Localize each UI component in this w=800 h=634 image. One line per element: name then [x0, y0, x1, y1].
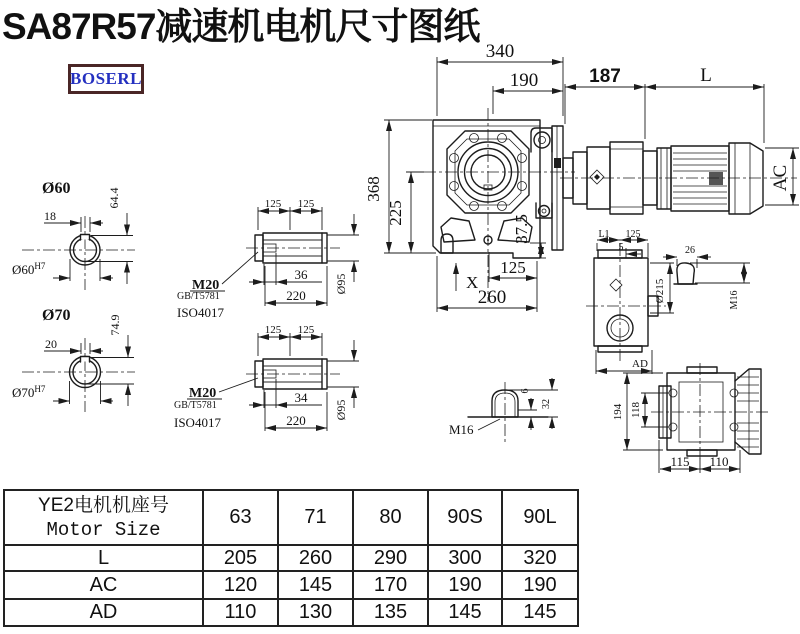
sleeve-detail-2: [174, 324, 359, 431]
dim-340: 340: [485, 41, 515, 62]
dim-74-9: 74.9: [108, 314, 122, 336]
shaft70-bore-label: $Ø70^{H7}$: [12, 384, 46, 400]
table-col-63: 63: [203, 490, 278, 545]
shaft60-bore-label: $Ø60^{H7}$: [12, 261, 46, 277]
table-col-90S: 90S: [428, 490, 502, 545]
plug-thread: M16: [449, 422, 474, 437]
side-dim-125: 125: [625, 229, 641, 240]
dim-20: 20: [45, 337, 57, 351]
dim-187: 187: [589, 66, 621, 87]
shaft-section-60: [12, 180, 135, 290]
flange-dim-118: 118: [630, 401, 642, 419]
row-label-AD: AD: [4, 599, 203, 626]
sleeve1-thread: M20: [192, 278, 220, 293]
flange-dim-194: 194: [612, 403, 624, 421]
sleeve2-dim-95: Ø95: [334, 399, 348, 421]
motor-side-view: [560, 142, 797, 214]
sleeve2-dim-34: 34: [294, 390, 308, 405]
plug-detail: [449, 378, 558, 444]
cell-AD-90S: 145: [428, 599, 502, 626]
dim-260: 260: [477, 287, 507, 308]
front-top-dimensions: [437, 41, 799, 205]
dim-18: 18: [44, 209, 56, 223]
sleeve2-dim-220: 220: [286, 413, 306, 428]
dim-225: 225: [386, 200, 405, 226]
cell-AC-71: 145: [278, 571, 353, 599]
sleeve1-dim-95: Ø95: [334, 273, 348, 295]
sleeve1-dim-125b: 125: [297, 198, 315, 210]
cell-L-80: 290: [353, 545, 428, 571]
cell-AC-90L: 190: [502, 571, 578, 599]
motor-size-label-cn: YE2电机机座号: [38, 494, 169, 516]
dim-64-4: 64.4: [107, 187, 121, 209]
cell-L-90S: 300: [428, 545, 502, 571]
flange-dim-115: 115: [670, 454, 690, 469]
shaft60-title: Ø60: [42, 180, 71, 197]
cell-L-71: 260: [278, 545, 353, 571]
side-dim-AD: AD: [632, 358, 648, 370]
sleeve1-std2: ISO4017: [177, 305, 224, 320]
row-label-L: L: [4, 545, 203, 571]
key-dim-M16: M16: [729, 290, 740, 310]
table-header-row: [4, 490, 578, 545]
sleeve1-dim-220: 220: [286, 288, 306, 303]
sleeve2-thread: M20: [189, 386, 217, 401]
table-col-80: 80: [353, 490, 428, 545]
dim-125-bottom: 125: [500, 258, 526, 277]
dim-X: X: [466, 273, 479, 292]
sleeve2-dim-125a: 125: [264, 324, 282, 336]
cell-L-90L: 320: [502, 545, 578, 571]
cell-AD-90L: 145: [502, 599, 578, 626]
dim-190: 190: [509, 70, 539, 91]
cell-L-63: 205: [203, 545, 278, 571]
table-row-AC: [4, 571, 578, 599]
shaft70-title: Ø70: [42, 307, 71, 324]
shaft-section-70: [12, 307, 135, 412]
sleeve-detail-1: [177, 198, 359, 320]
gearbox-side-view: [586, 229, 674, 374]
table-col-90L: 90L: [502, 490, 578, 545]
page-title: SA87R57减速机电机尺寸图纸: [2, 6, 480, 47]
plug-dim-6: 6: [520, 388, 531, 394]
table-header-motor-size: [4, 490, 203, 545]
cell-AD-80: 135: [353, 599, 428, 626]
table-col-71: 71: [278, 490, 353, 545]
sleeve2-std2: ISO4017: [174, 415, 221, 430]
dim-368: 368: [364, 176, 383, 202]
cell-AC-90S: 190: [428, 571, 502, 599]
sleeve1-dim-125a: 125: [264, 198, 282, 210]
side-dim-L1: L1: [598, 229, 610, 240]
sleeve1-dim-36: 36: [294, 267, 308, 282]
key-dim-26: 26: [685, 245, 695, 256]
dim-AC: AC: [770, 164, 791, 192]
motor-size-table: [3, 489, 579, 627]
cell-AD-71: 130: [278, 599, 353, 626]
sleeve2-std1: GB/T5781: [174, 400, 217, 411]
row-label-AC: AC: [4, 571, 203, 599]
flange-dim-110: 110: [709, 454, 729, 469]
motor-size-label-en: Motor Size: [46, 518, 161, 541]
cell-AD-63: 110: [203, 599, 278, 626]
sleeve1-std1: GB/T5781: [177, 291, 220, 302]
side-dim-215: Ø215: [654, 278, 666, 304]
sleeve2-dim-125b: 125: [297, 324, 315, 336]
dim-L: L: [700, 65, 712, 86]
cell-AC-63: 120: [203, 571, 278, 599]
table-row-AD: [4, 599, 578, 626]
boserl-logo-text: BOSERL: [70, 69, 142, 88]
motor-flange-view: [612, 363, 770, 473]
key-detail: [663, 245, 750, 309]
cell-AC-80: 170: [353, 571, 428, 599]
dim-37-5: 37.5: [512, 214, 531, 244]
side-dim-5: 5: [618, 242, 624, 253]
table-row-L: [4, 545, 578, 571]
plug-dim-32: 32: [541, 399, 552, 409]
